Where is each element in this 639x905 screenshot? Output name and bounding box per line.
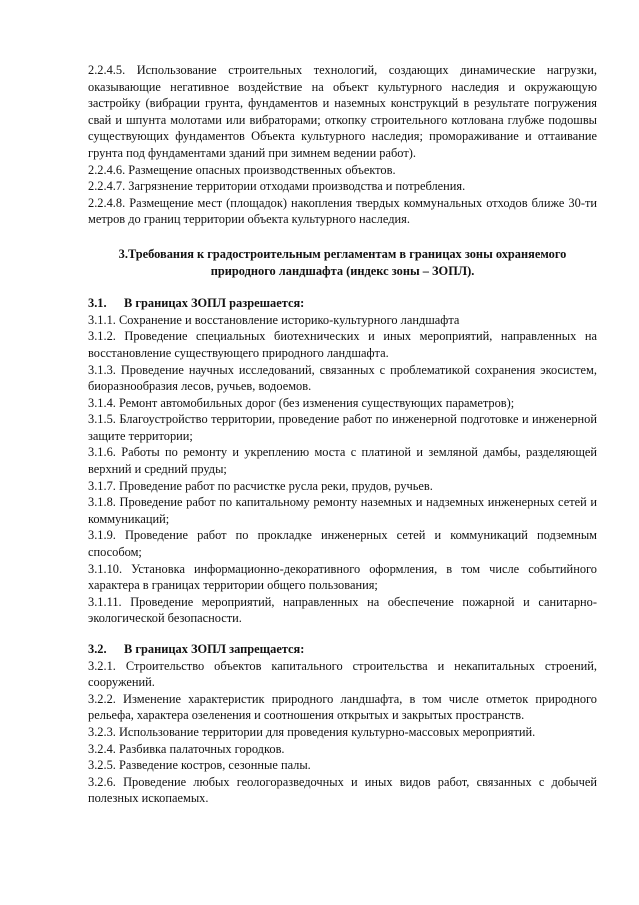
subsection-3-1-title — [88, 295, 597, 312]
clause-2-2-4-5: 2.2.4.5. Использование строительных технологий, создающих динамические нагрузки, оказывающие негативное воздействие на объект культурного наследия и окружающую застройку (вибрации грунта, фундаментов и наземных конструкций в результате погружения свай и шпунта молотами или вибраторами; откопку строительного котлована глубже подошвы существующих фундаментов Объекта культурного наследия; промораживание и оттаивание грунта под фундаментами зданий при зимнем ведении работ). — [88, 63, 597, 160]
clause-3-2-1: 3.2.1. Строительство объектов капитального строительства и некапитальных строений, сооружений. — [88, 658, 597, 690]
clause-3-2-2: 3.2.2. Изменение характеристик природного ландшафта, в том числе отметок природного рельефа, характера озеленения и соотношения открытых и закрытых пространств. — [88, 691, 597, 723]
subsection-3-2-title — [88, 641, 597, 658]
clause-3-2-5: 3.2.5. Разведение костров, сезонные палы. — [88, 758, 311, 773]
clause-3-1-3: 3.1.3. Проведение научных исследований, связанных с проблематикой сохранения экосистем, биоразнообразия лесов, ручьев, водоемов. — [88, 362, 597, 394]
subsection-3-2-number: 3.2. — [88, 642, 107, 656]
clause-3-1-5: 3.1.5. Благоустройство территории, проведение работ по инженерной подготовке и инженерной защите территории; — [88, 412, 597, 443]
clause-2-2-4-8: 2.2.4.8. Размещение мест (площадок) накопления твердых коммунальных отходов ближе 30-ти метров до границ территории объекта культурного наследия. — [88, 195, 597, 227]
clause-3-1-7: 3.1.7. Проведение работ по расчистке русла реки, прудов, ручьев. — [88, 478, 433, 493]
clause-3-2-3: 3.2.3. Использование территории для проведения культурно-массовых мероприятий. — [88, 724, 536, 739]
spacer — [88, 279, 597, 295]
clause-3-1-6: 3.1.6. Работы по ремонту и укреплению моста с платиной и земляной дамбы, разделяющей верхний и средний пруды; — [88, 445, 597, 477]
clause-3-1-10: 3.1.10. Установка информационно-декоративного оформления, в том числе событийного характера в границах территории общего пользования; — [88, 561, 597, 593]
clause-3-1-9: 3.1.9. Проведение работ по прокладке инженерных сетей и коммуникаций подземным способом; — [88, 528, 597, 560]
clause-3-1-11: 3.1.11. Проведение мероприятий, направленных на обеспечение пожарной и санитарно-экологической безопасности. — [88, 594, 597, 626]
document-body — [88, 62, 597, 807]
clause-3-1-2: 3.1.2. Проведение специальных биотехнических и иных мероприятий, направленных на восстановление существующего природного ландшафта. — [88, 329, 597, 360]
clause-3-2-4: 3.2.4. Разбивка палаточных городков. — [88, 741, 285, 756]
clause-3-2-6: 3.2.6. Проведение любых геологоразведочных и иных видов работ, связанных с добычей полезных ископаемых. — [88, 774, 597, 806]
spacer — [88, 228, 597, 246]
subsection-3-1-label: В границах ЗОПЛ разрешается: — [124, 296, 305, 311]
section-3-heading: 3.Требования к градостроительным регламентам в границах зоны охраняемого природного ландшафта (индекс зоны – ЗОПЛ). — [118, 246, 567, 278]
subsection-3-1-number: 3.1. — [88, 296, 107, 311]
clause-3-1-1: 3.1.1. Сохранение и восстановление историко-культурного ландшафта — [88, 312, 460, 327]
clause-3-1-4: 3.1.4. Ремонт автомобильных дорог (без изменения существующих параметров); — [88, 395, 515, 410]
spacer — [88, 627, 597, 641]
subsection-3-2-label: В границах ЗОПЛ запрещается: — [124, 642, 305, 656]
clause-3-1-8: 3.1.8. Проведение работ по капитальному ремонту наземных и надземных инженерных сетей и коммуникаций; — [88, 495, 597, 526]
clause-2-2-4-7: 2.2.4.7. Загрязнение территории отходами производства и потребления. — [88, 179, 466, 194]
clause-2-2-4-6: 2.2.4.6. Размещение опасных производственных объектов. — [88, 162, 396, 177]
